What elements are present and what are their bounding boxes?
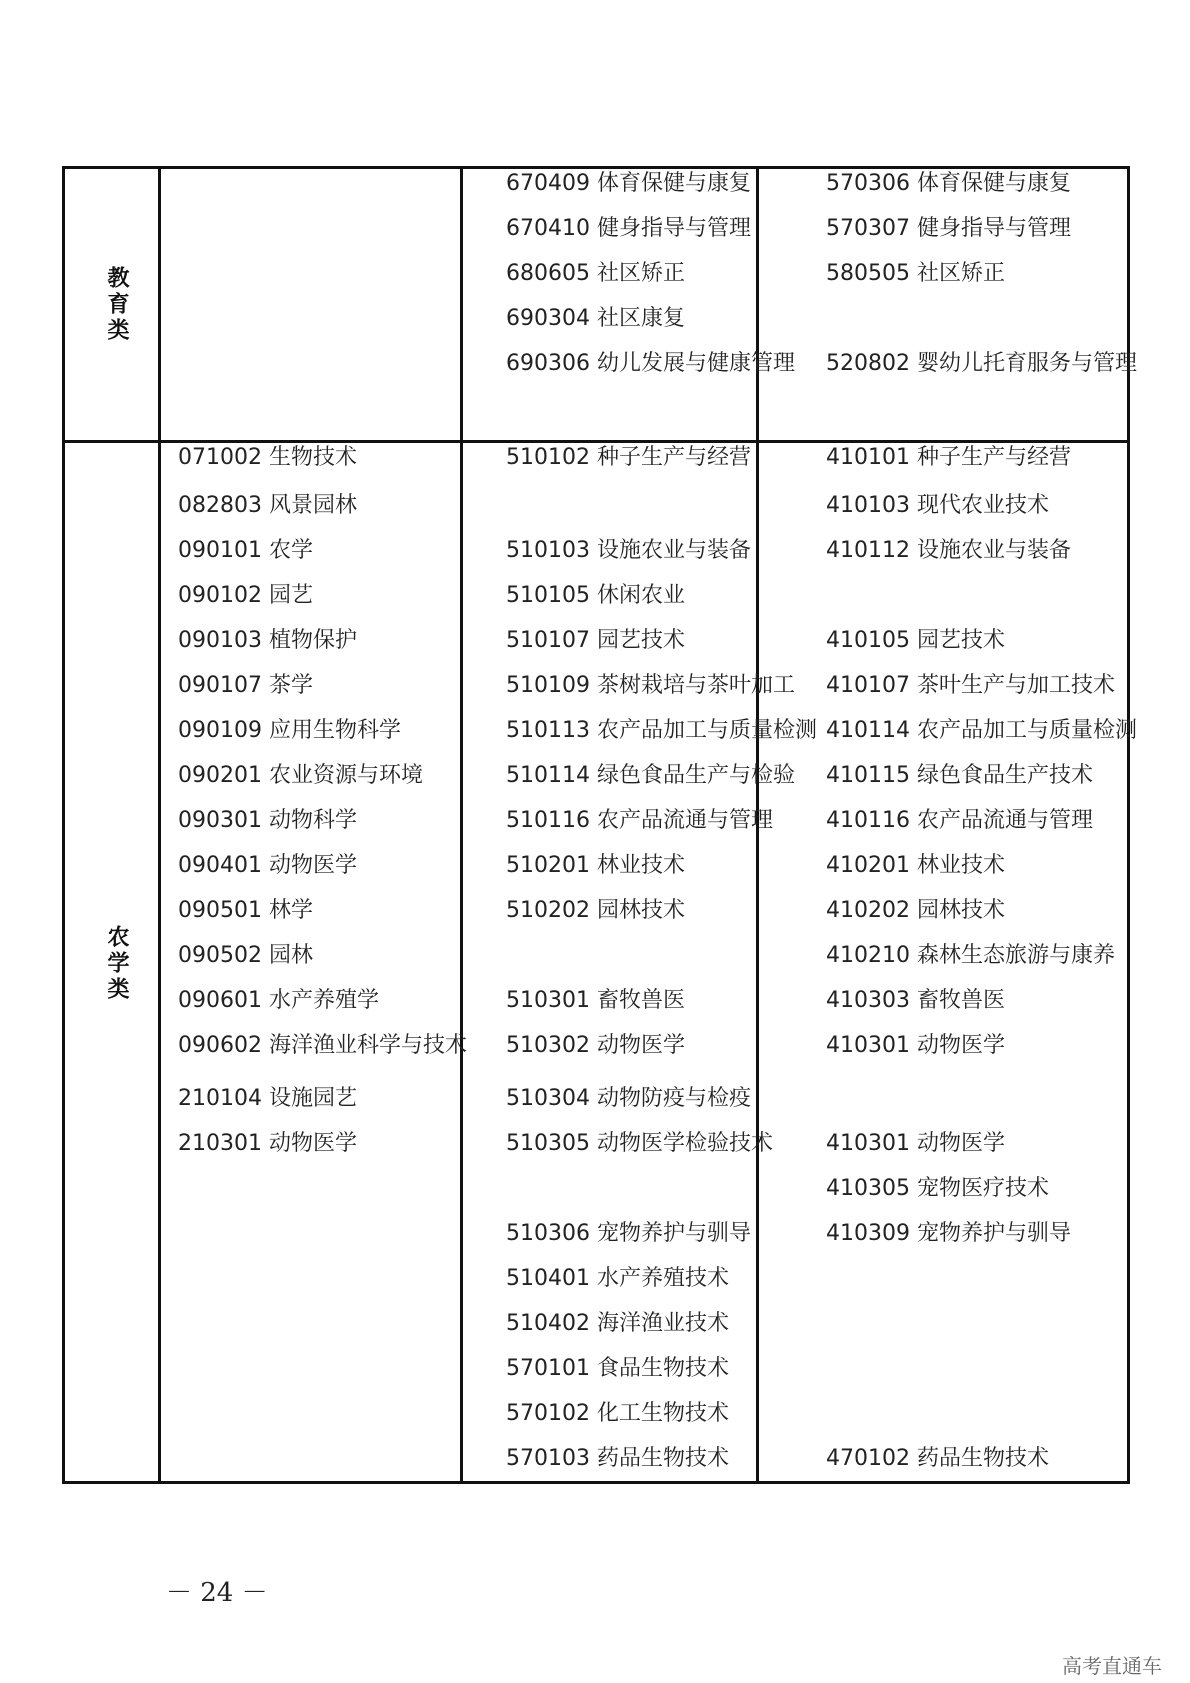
table-cell: 670410 健身指导与管理 xyxy=(506,216,751,241)
table-cell: 210301 动物医学 xyxy=(178,1131,357,1156)
table-cell: 570307 健身指导与管理 xyxy=(826,216,1071,241)
watermark: 高考直通车 xyxy=(1062,1654,1162,1678)
table-cell: 510109 茶树栽培与茶叶加工 xyxy=(506,673,795,698)
table-cell: 090502 园林 xyxy=(178,943,313,968)
table-cell: 410201 林业技术 xyxy=(826,853,1005,878)
table-cell: 410101 种子生产与经营 xyxy=(826,445,1071,470)
table-cell: 690306 幼儿发展与健康管理 xyxy=(506,351,795,376)
table-cell: 410303 畜牧兽医 xyxy=(826,988,1005,1013)
table-cell: 410301 动物医学 xyxy=(826,1131,1005,1156)
table-cell: 071002 生物技术 xyxy=(178,445,357,470)
table-cell: 510306 宠物养护与驯导 xyxy=(506,1221,751,1246)
table-cell: 510201 林业技术 xyxy=(506,853,685,878)
table-cell: 090501 林学 xyxy=(178,898,313,923)
table-cell: 410301 动物医学 xyxy=(826,1033,1005,1058)
table-cell: 510302 动物医学 xyxy=(506,1033,685,1058)
table-cell: 510304 动物防疫与检疫 xyxy=(506,1086,751,1111)
table-cell: 410305 宠物医疗技术 xyxy=(826,1176,1049,1201)
table-cell: 580505 社区矫正 xyxy=(826,261,1005,286)
table-cell: 210104 设施园艺 xyxy=(178,1086,357,1111)
table-cell: 090602 海洋渔业科学与技术 xyxy=(178,1033,467,1058)
table-cell: 090201 农业资源与环境 xyxy=(178,763,423,788)
table-cell: 690304 社区康复 xyxy=(506,306,685,331)
table-cell: 510202 园林技术 xyxy=(506,898,685,923)
table-cell: 090301 动物科学 xyxy=(178,808,357,833)
table-cell: 520802 婴幼儿托育服务与管理 xyxy=(826,351,1137,376)
table-cell: 090101 农学 xyxy=(178,538,313,563)
table-cell: 410105 园艺技术 xyxy=(826,628,1005,653)
table-cell: 510103 设施农业与装备 xyxy=(506,538,751,563)
category-cell xyxy=(65,169,168,440)
table-cell: 410115 绿色食品生产技术 xyxy=(826,763,1093,788)
table-cell: 510102 种子生产与经营 xyxy=(506,445,751,470)
table-cell: 090401 动物医学 xyxy=(178,853,357,878)
table-cell: 410107 茶叶生产与加工技术 xyxy=(826,673,1115,698)
table-cell: 090107 茶学 xyxy=(178,673,313,698)
table-cell: 090103 植物保护 xyxy=(178,628,357,653)
table-cell: 410114 农产品加工与质量检测 xyxy=(826,718,1137,743)
category-cell xyxy=(65,443,168,1484)
table-cell: 410210 森林生态旅游与康养 xyxy=(826,943,1115,968)
table-cell: 570306 体育保健与康复 xyxy=(826,171,1071,196)
category-label: 农学类 xyxy=(104,924,129,1003)
table-cell: 090102 园艺 xyxy=(178,583,313,608)
table-cell: 410116 农产品流通与管理 xyxy=(826,808,1093,833)
category-label: 教育类 xyxy=(104,265,129,344)
table-cell: 090601 水产养殖学 xyxy=(178,988,379,1013)
table-cell: 510114 绿色食品生产与检验 xyxy=(506,763,795,788)
table-cell: 510113 农产品加工与质量检测 xyxy=(506,718,817,743)
table-cell: 090109 应用生物科学 xyxy=(178,718,401,743)
table-cell: 410309 宠物养护与驯导 xyxy=(826,1221,1071,1246)
table-cell: 510105 休闲农业 xyxy=(506,583,685,608)
table-cell: 410103 现代农业技术 xyxy=(826,493,1049,518)
table-cell: 680605 社区矫正 xyxy=(506,261,685,286)
table-cell: 470102 药品生物技术 xyxy=(826,1446,1049,1471)
table-cell: 570102 化工生物技术 xyxy=(506,1401,729,1426)
table-cell: 570103 药品生物技术 xyxy=(506,1446,729,1471)
table-cell: 510116 农产品流通与管理 xyxy=(506,808,773,833)
page-number: － 24 － xyxy=(166,1578,268,1608)
section-divider xyxy=(65,440,1127,443)
table-cell: 510107 园艺技术 xyxy=(506,628,685,653)
table-cell: 082803 风景园林 xyxy=(178,493,357,518)
table-cell: 570101 食品生物技术 xyxy=(506,1356,729,1381)
table-cell: 510401 水产养殖技术 xyxy=(506,1266,729,1291)
table-cell: 510305 动物医学检验技术 xyxy=(506,1131,773,1156)
table-cell: 510301 畜牧兽医 xyxy=(506,988,685,1013)
table-cell: 670409 体育保健与康复 xyxy=(506,171,751,196)
table-cell: 510402 海洋渔业技术 xyxy=(506,1311,729,1336)
table-cell: 410202 园林技术 xyxy=(826,898,1005,923)
table-cell: 410112 设施农业与装备 xyxy=(826,538,1071,563)
column-divider xyxy=(460,169,463,1481)
